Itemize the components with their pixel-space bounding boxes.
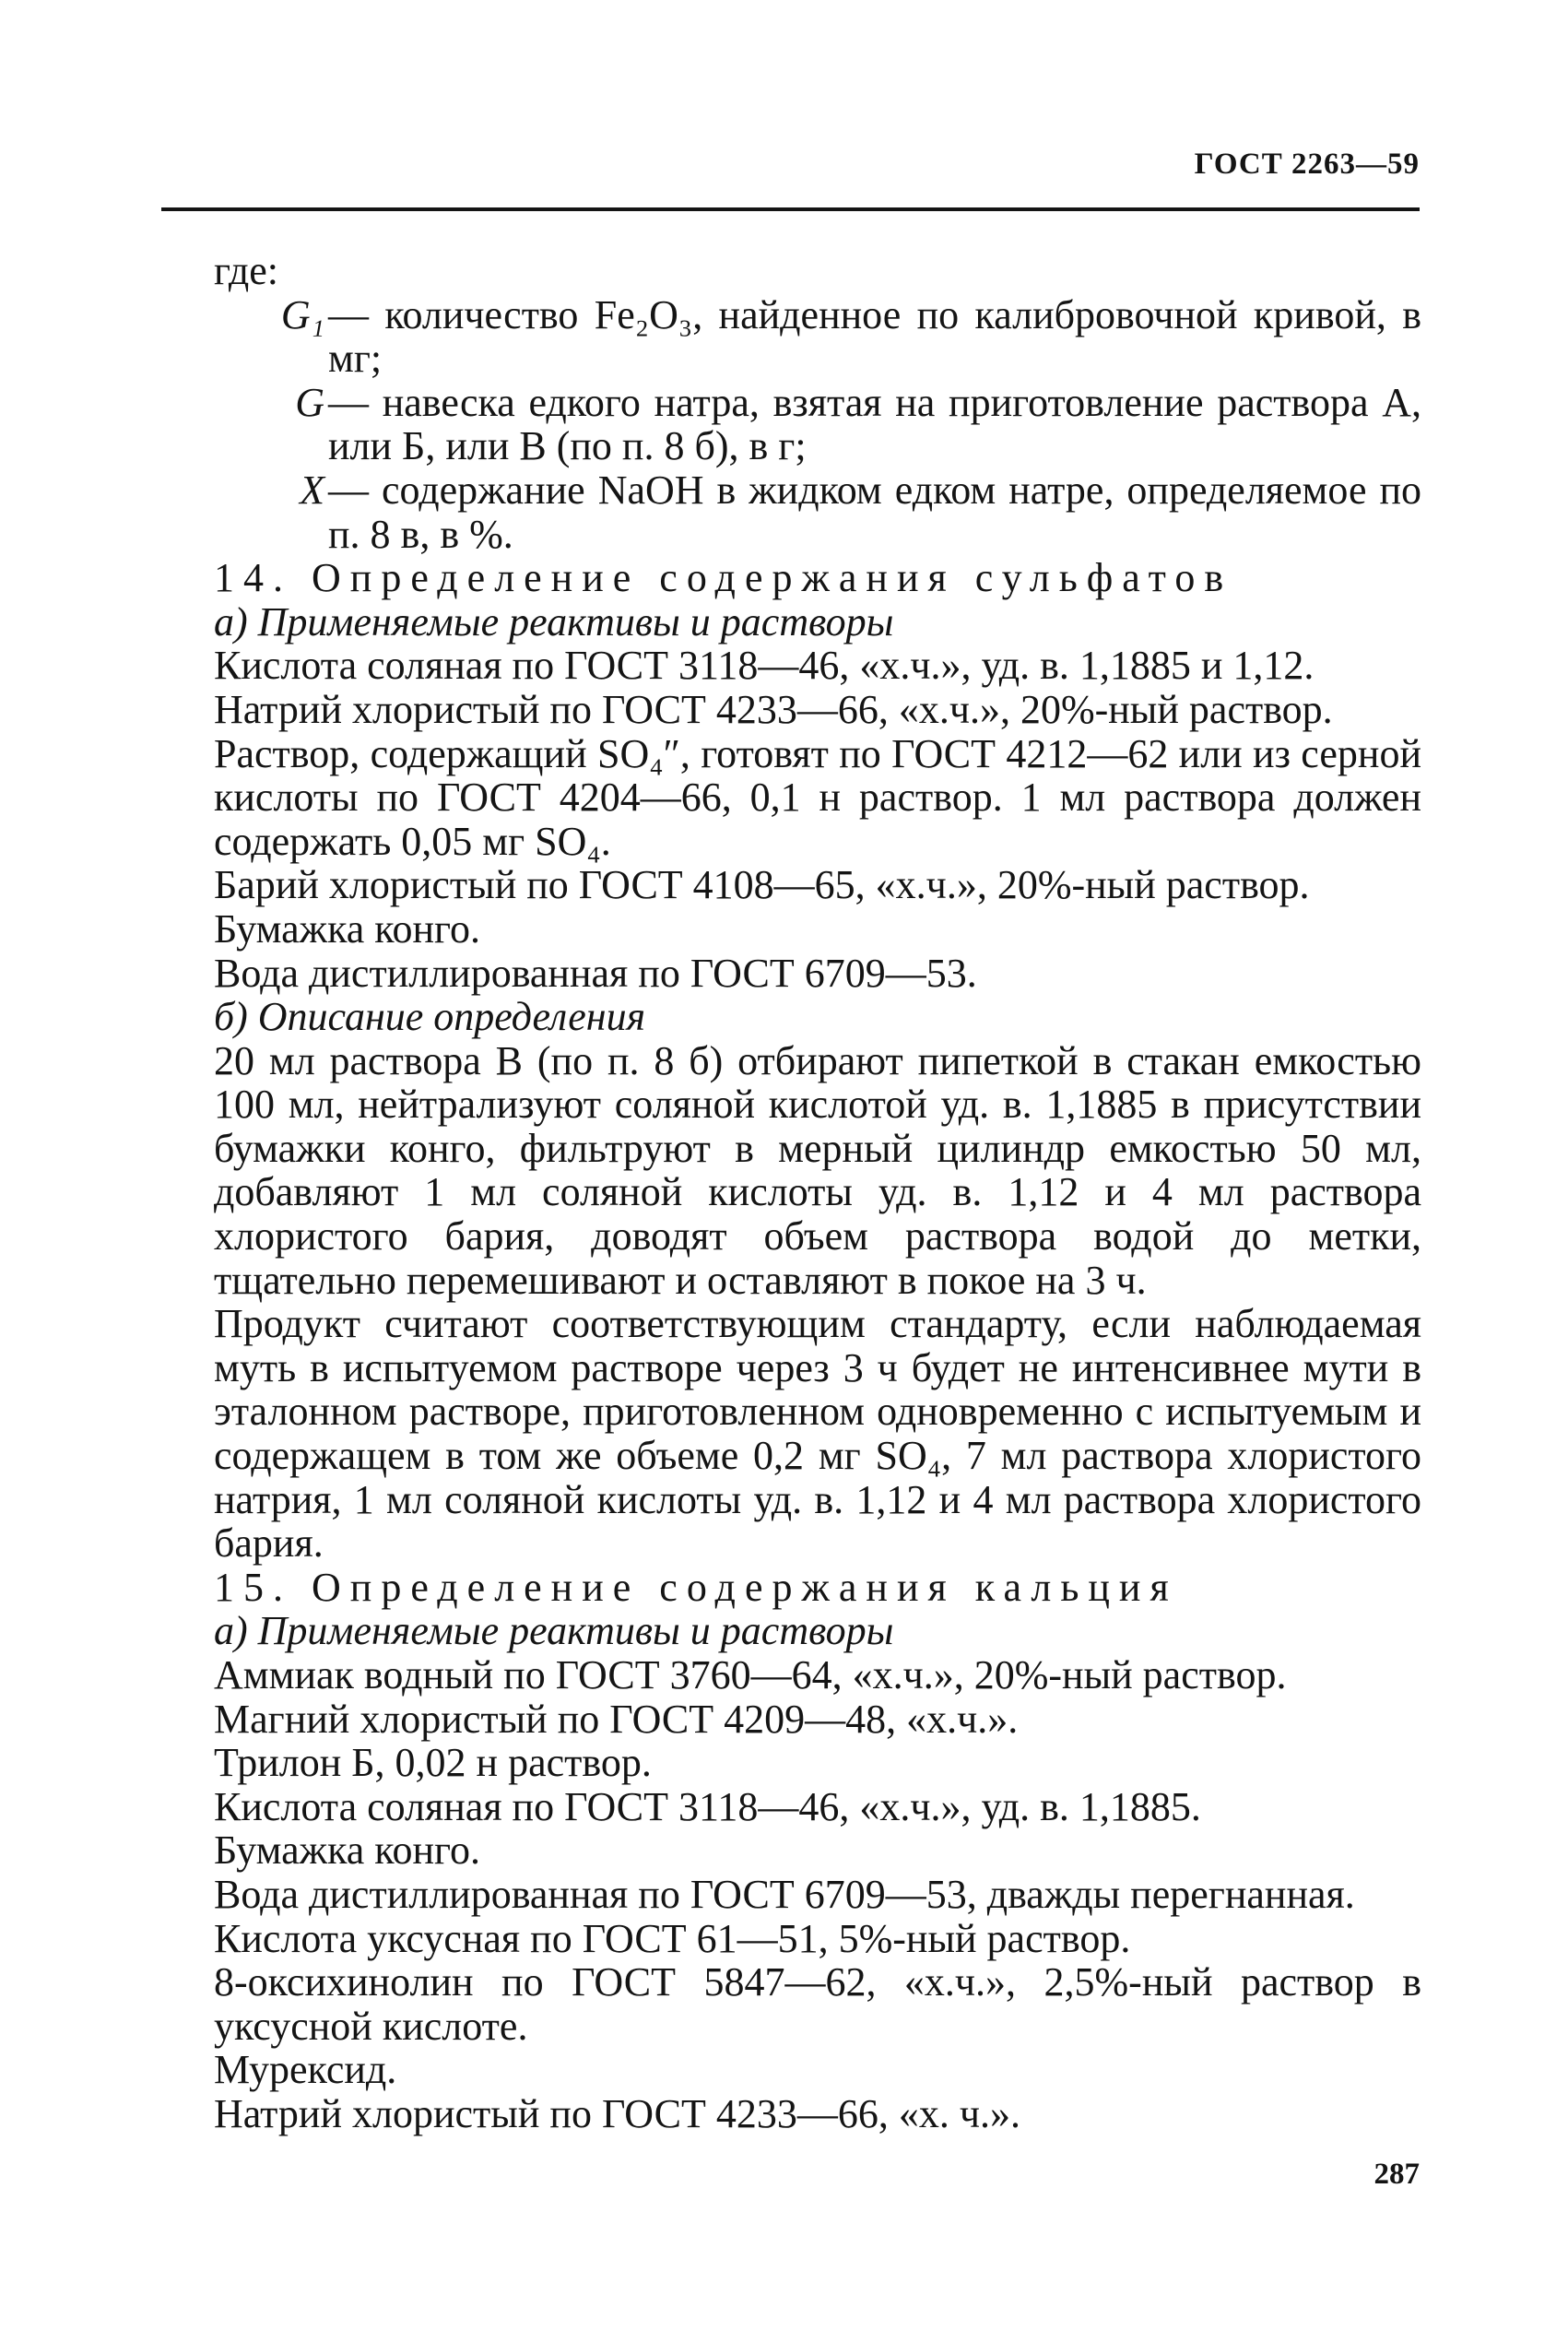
subsection-heading: б) Описание определения bbox=[214, 994, 646, 1040]
reagent-line: Кислота соляная по ГОСТ 3118—46, «х.ч.», уд. в. 1,1885 и 1,12. bbox=[214, 643, 1315, 689]
legend-text: — количество Fe₂O₃, найденное по калибровочной кривой, в мг; bbox=[328, 291, 1421, 382]
legend-symbol: G₁ bbox=[280, 291, 324, 337]
legend-intro: где: bbox=[214, 248, 278, 293]
legend-text: — содержание NaOH в жидком едком натре, определяемое по п. 8 в, в %. bbox=[328, 467, 1421, 557]
reagent-line: Аммиак водный по ГОСТ 3760—64, «х.ч.», 20%-ный раствор. bbox=[214, 1652, 1287, 1697]
section-heading: 14. Определение содержания сульфатов bbox=[214, 555, 1233, 601]
reagent-line: Кислота уксусная по ГОСТ 61—51, 5%-ный раствор. bbox=[214, 1915, 1131, 1961]
reagent-line: Натрий хлористый по ГОСТ 4233—66, «х. ч.». bbox=[214, 2090, 1020, 2136]
reagent-line: Вода дистиллированная по ГОСТ 6709—53, дважды перегнанная. bbox=[214, 1871, 1355, 1917]
reagent-line: Натрий хлористый по ГОСТ 4233—66, «х.ч.», 20%-ный раствор. bbox=[214, 686, 1333, 732]
procedure-paragraph: Продукт считают соответствующим стандарту, если наблюдаемая муть в испытуемом растворе через 3 ч будет не интенсивнее мути в эталонном растворе, приготовленном одновременно с испытуемым и содержащем в том же объеме 0,2 мг SO₄, 7 мл раствора хлористого натрия, 1 мл соляной кислоты уд. в. 1,12 и 4 мл раствора хлористого бария. bbox=[214, 1301, 1421, 1567]
subsection-heading: а) Применяемые реактивы и растворы bbox=[214, 598, 894, 645]
reagent-line: 8-оксихинолин по ГОСТ 5847—62, «х.ч.», 2,5%-ный раствор в уксусной кислоте. bbox=[214, 1959, 1421, 2049]
subsection-heading: а) Применяемые реактивы и растворы bbox=[214, 1608, 894, 1654]
legend-item bbox=[214, 468, 1421, 556]
legend-symbol: X bbox=[300, 467, 324, 513]
legend-item bbox=[214, 293, 1421, 381]
legend-list bbox=[214, 293, 1421, 557]
reagent-line: Вода дистиллированная по ГОСТ 6709—53. bbox=[214, 950, 977, 996]
procedure-paragraph: 20 мл раствора В (по п. 8 б) отбирают пипеткой в стакан емкостью 100 мл, нейтрализуют соляной кислотой уд. в. 1,1885 в присутствии бумажки конго, фильтруют в мерный цилиндр емкостью 50 мл, добавляют 1 мл соляной кислоты уд. в. 1,12 и 4 мл раствора хлористого бария, доводят объем раствора водой до метки, тщательно перемешивают и оставляют в покое на 3 ч. bbox=[214, 1037, 1421, 1303]
reagent-line: Магний хлористый по ГОСТ 4209—48, «х.ч.». bbox=[214, 1696, 1019, 1742]
legend-item bbox=[214, 381, 1421, 468]
reagent-line: Раствор, содержащий SO₄″, готовят по ГОСТ 4212—62 или из серной кислоты по ГОСТ 4204—66, 0,1 н раствор. 1 мл раствора должен содержать 0,05 мг SO₄. bbox=[214, 730, 1421, 864]
header-rule bbox=[161, 207, 1420, 211]
reagent-line: Мурексид. bbox=[214, 2047, 397, 2093]
reagent-line: Трилон Б, 0,02 н раствор. bbox=[214, 1740, 652, 1786]
reagent-line: Бумажка конго. bbox=[214, 905, 480, 952]
legend-symbol: G bbox=[295, 379, 324, 425]
standard-header: ГОСТ 2263—59 bbox=[1194, 148, 1420, 181]
legend-text: — навеска едкого натра, взятая на приготовление раствора А, или Б, или В (по п. 8 б), в г; bbox=[328, 379, 1421, 469]
section-heading: 15. Определение содержания кальция bbox=[214, 1564, 1178, 1610]
page-body bbox=[214, 249, 1421, 2136]
reagent-line: Бумажка конго. bbox=[214, 1827, 480, 1874]
reagent-line: Кислота соляная по ГОСТ 3118—46, «х.ч.», уд. в. 1,1885. bbox=[214, 1783, 1201, 1829]
reagent-line: Барий хлористый по ГОСТ 4108—65, «х.ч.», 20%-ный раствор. bbox=[214, 862, 1310, 908]
page-number: 287 bbox=[1373, 2158, 1420, 2191]
